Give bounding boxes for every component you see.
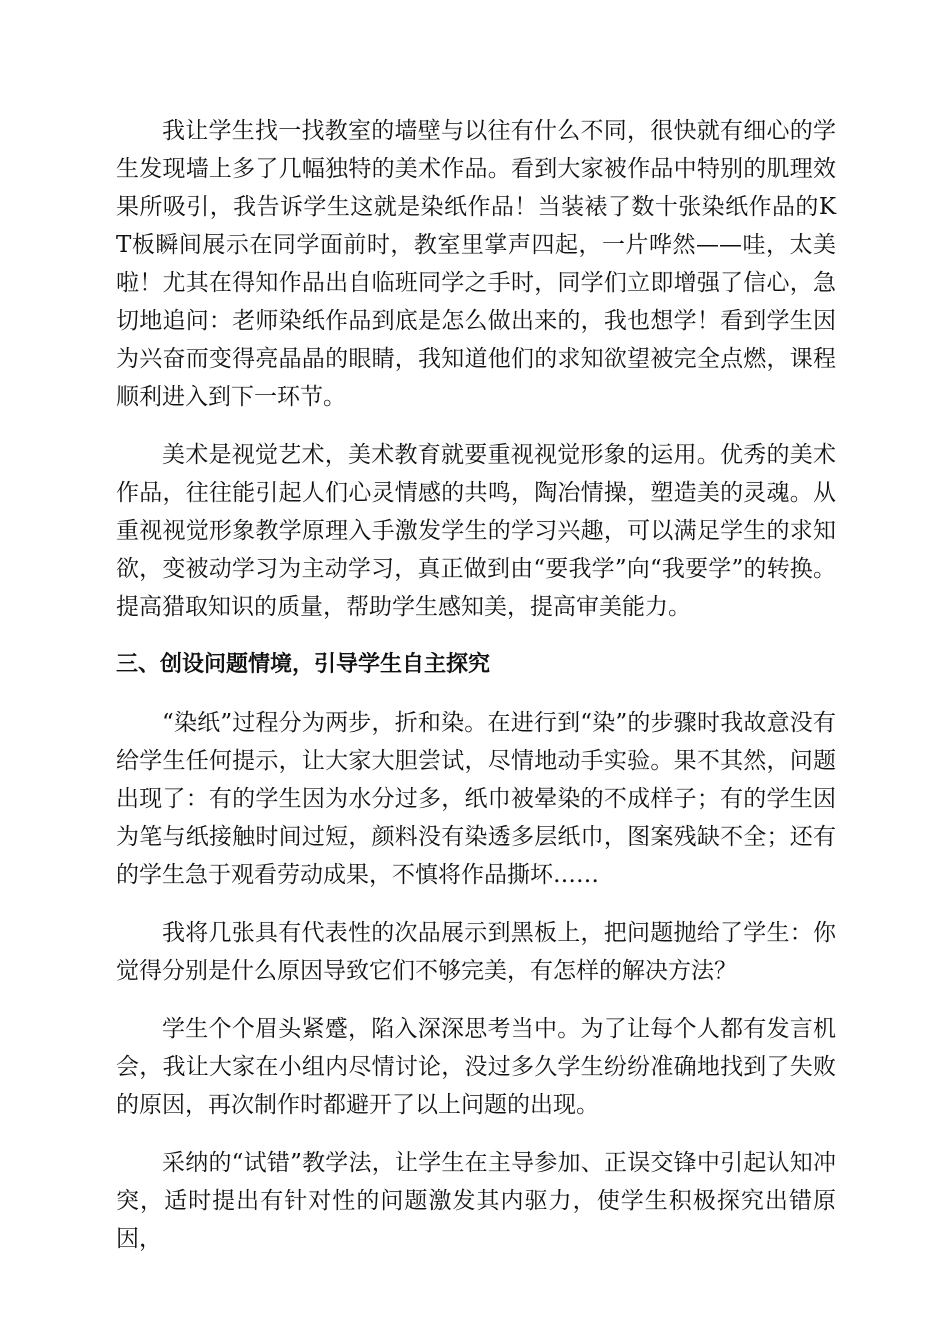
document-body bbox=[116, 112, 836, 1278]
paragraph-defective-works: 我将几张具有代表性的次品展示到黑板上，把问题抛给了学生：你觉得分别是什么原因导致它们不够完美，有怎样的解决方法？ bbox=[116, 920, 836, 984]
paragraph-visual-art: 美术是视觉艺术，美术教育就要重视视觉形象的运用。优秀的美术作品，往往能引起人们心灵情感的共鸣，陶冶情操，塑造美的灵魂。从重视视觉形象教学原理入手激发学生的学习兴趣，可以满足学生的求知欲，变被动学习为主动学习，真正做到由“要我学”向“我要学”的转换。提高猎取知识的质量，帮助学生感知美，提高审美能力。 bbox=[116, 442, 836, 620]
paragraph-trial-and-error: 采纳的“试错”教学法，让学生在主导参加、正误交锋中引起认知冲突，适时提出有针对性的问题激发其内驱力，使学生积极探究出错原因， bbox=[116, 1150, 836, 1252]
paragraph-group-discussion: 学生个个眉头紧蹙，陷入深深思考当中。为了让每个人都有发言机会，我让大家在小组内尽情讨论，没过多久学生纷纷准确地找到了失败的原因，再次制作时都避开了以上问题的出现。 bbox=[116, 1016, 836, 1118]
paragraph-dyeing-process: “染纸”过程分为两步，折和染。在进行到“染”的步骤时我故意没有给学生任何提示，让大家大胆尝试，尽情地动手实验。果不其然，问题出现了：有的学生因为水分过多，纸巾被晕染的不成样子；有的学生因为笔与纸接触时间过短，颜料没有染透多层纸巾，图案残缺不全；还有的学生急于观看劳动成果，不慎将作品撕坏…… bbox=[116, 710, 836, 888]
section-heading: 三、创设问题情境，引导学生自主探究 bbox=[116, 652, 491, 677]
paragraph-intro-display: 我让学生找一找教室的墙壁与以往有什么不同，很快就有细心的学生发现墙上多了几幅独特的美术作品。看到大家被作品中特别的肌理效果所吸引，我告诉学生这就是染纸作品！当装裱了数十张染纸作品的KT板瞬间展示在同学面前时，教室里掌声四起，一片哗然——哇，太美啦！尤其在得知作品出自临班同学之手时，同学们立即增强了信心，急切地追问：老师染纸作品到底是怎么做出来的，我也想学！看到学生因为兴奋而变得亮晶晶的眼睛，我知道他们的求知欲望被完全点燃，课程顺利进入到下一环节。 bbox=[116, 118, 836, 410]
